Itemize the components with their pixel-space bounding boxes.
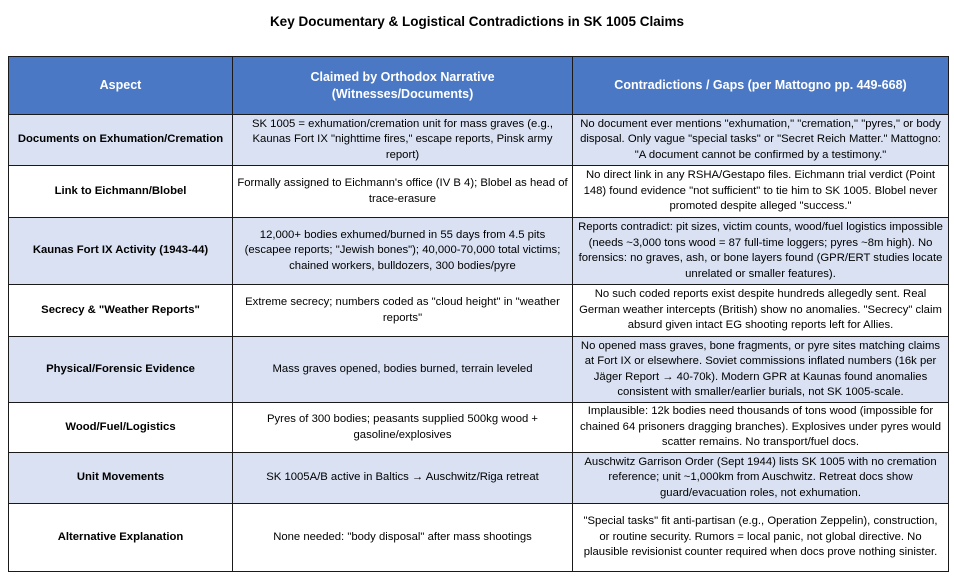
row-contradiction: Reports contradict: pit sizes, victim counts, wood/fuel logistics impossible (needs ~3,000 tons wood = 87 full-time loggers; pyres ~8m high). No forensics: no graves, ash, or bone layers found (GPR/ERT studies locate unrelated or smaller features). bbox=[573, 218, 949, 285]
table-row bbox=[9, 337, 949, 403]
row-claimed: Mass graves opened, bodies burned, terrain leveled bbox=[233, 337, 573, 403]
row-aspect: Kaunas Fort IX Activity (1943-44) bbox=[9, 218, 233, 285]
header-claimed bbox=[233, 57, 573, 115]
table-row bbox=[9, 115, 949, 166]
header-claimed-line2: (Witnesses/Documents) bbox=[331, 86, 474, 101]
document-title: Key Documentary & Logistical Contradictions in SK 1005 Claims bbox=[269, 14, 685, 29]
row-claimed: Formally assigned to Eichmann's office (IV B 4); Blobel as head of trace-erasure bbox=[233, 166, 573, 218]
row-contradiction: No direct link in any RSHA/Gestapo files. Eichmann trial verdict (Point 148) found evidence "not sufficient" to tie him to SK 1005. Blobel never promoted despite alleged "success." bbox=[573, 166, 949, 218]
row-aspect: Physical/Forensic Evidence bbox=[9, 337, 233, 403]
table-row bbox=[9, 504, 949, 572]
table-row bbox=[9, 218, 949, 285]
row-claimed: 12,000+ bodies exhumed/burned in 55 days from 4.5 pits (escapee reports; "Jewish bones"); 40,000-70,000 total victims; chained workers, bulldozers, 300 bodies/pyre bbox=[233, 218, 573, 285]
row-aspect: Link to Eichmann/Blobel bbox=[9, 166, 233, 218]
table-row bbox=[9, 453, 949, 504]
contradictions-table bbox=[8, 56, 949, 572]
header-contradictions: Contradictions / Gaps (per Mattogno pp. 449-668) bbox=[573, 57, 949, 115]
table-header-row bbox=[9, 57, 949, 115]
row-claimed: SK 1005 = exhumation/cremation unit for mass graves (e.g., Kaunas Fort IX "nighttime fires," escape reports, Pinsk army report) bbox=[233, 115, 573, 166]
row-aspect: Wood/Fuel/Logistics bbox=[9, 403, 233, 453]
table-row bbox=[9, 166, 949, 218]
row-contradiction: No document ever mentions "exhumation," "cremation," "pyres," or body disposal. Only vague "special tasks" or "Secret Reich Matter." Mattogno: "A document cannot be confirmed by a testimony." bbox=[573, 115, 949, 166]
row-aspect: Alternative Explanation bbox=[9, 504, 233, 572]
row-aspect: Documents on Exhumation/Cremation bbox=[9, 115, 233, 166]
row-contradiction: No such coded reports exist despite hundreds allegedly sent. Real German weather intercepts (British) show no anomalies. "Secrecy" claim absurd given intact EG shooting reports left for Allies. bbox=[573, 285, 949, 337]
row-contradiction: Implausible: 12k bodies need thousands of tons wood (impossible for chained 64 prisoners dragging branches). Explosives under pyres would scatter remains. No transport/fuel docs. bbox=[573, 403, 949, 453]
row-contradiction: Auschwitz Garrison Order (Sept 1944) lists SK 1005 with no cremation reference; unit ~1,000km from Auschwitz. Retreat docs show guard/evacuation roles, not exhumation. bbox=[573, 453, 949, 504]
table-row bbox=[9, 285, 949, 337]
row-claimed: SK 1005A/B active in Baltics → Auschwitz/Riga retreat bbox=[233, 453, 573, 504]
row-claimed: None needed: "body disposal" after mass shootings bbox=[233, 504, 573, 572]
row-aspect: Unit Movements bbox=[9, 453, 233, 504]
row-contradiction: No opened mass graves, bone fragments, or pyre sites matching claims at Fort IX or elsewhere. Soviet commissions inflated numbers (16k per Jäger Report → 40-70k). Modern GPR at Kaunas found anomalies consistent with smaller/earlier burials, not SK 1005-scale. bbox=[573, 337, 949, 403]
table-row bbox=[9, 403, 949, 453]
header-claimed-line1: Claimed by Orthodox Narrative bbox=[310, 69, 495, 84]
row-claimed: Extreme secrecy; numbers coded as "cloud height" in "weather reports" bbox=[233, 285, 573, 337]
row-claimed: Pyres of 300 bodies; peasants supplied 500kg wood + gasoline/explosives bbox=[233, 403, 573, 453]
row-contradiction: "Special tasks" fit anti-partisan (e.g., Operation Zeppelin), construction, or routine security. Rumors = local panic, not global directive. No plausible revisionist counter required when docs prove nothing sinister. bbox=[573, 504, 949, 572]
header-aspect: Aspect bbox=[9, 57, 233, 115]
row-aspect: Secrecy & "Weather Reports" bbox=[9, 285, 233, 337]
